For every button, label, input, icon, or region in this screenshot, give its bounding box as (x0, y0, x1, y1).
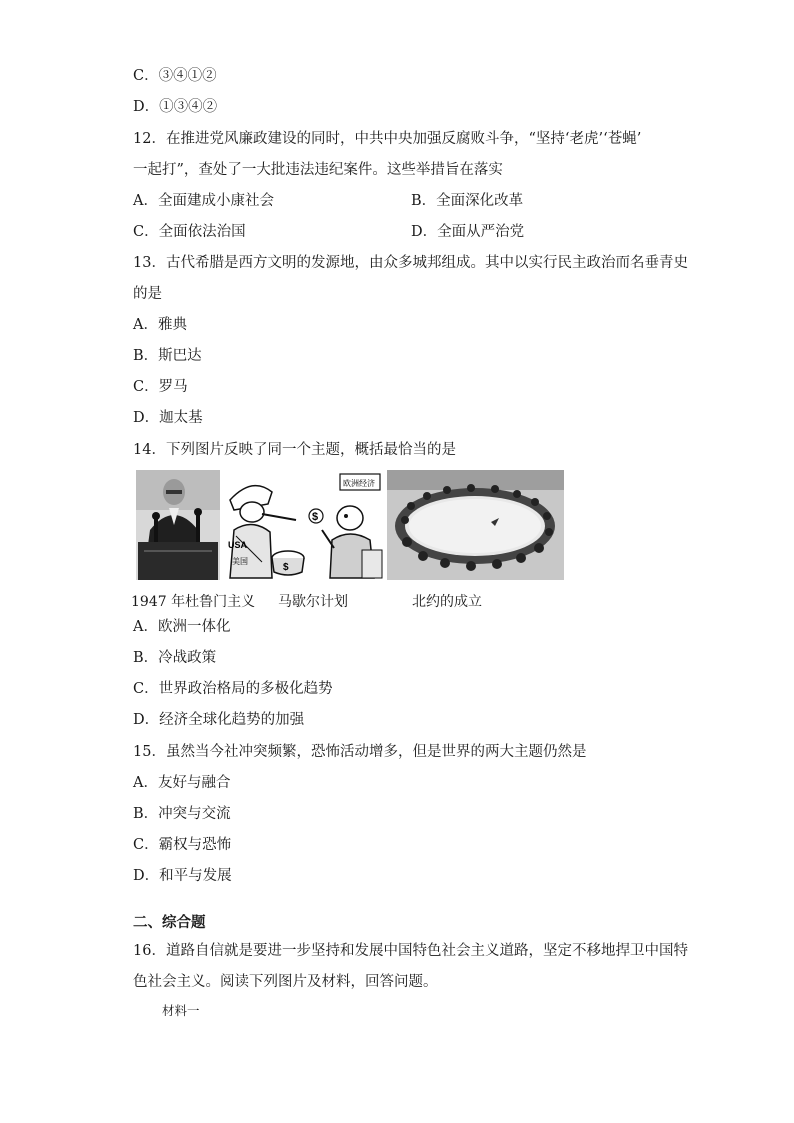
q13-option-b: B．斯巴达 (133, 348, 202, 364)
q13-option-a: A．雅典 (133, 317, 187, 333)
dollar-pot: $ (283, 562, 289, 573)
q16-stem-line1: 16．道路自信就是要进一步坚持和发展中国特色社会主义道路，坚定不移地捍卫中国特 (133, 943, 688, 959)
nato-roundtable-photo (387, 470, 564, 580)
caption-truman-doctrine: 1947 年杜鲁门主义 (131, 594, 256, 610)
q13-stem-line1: 13．古代希腊是西方文明的发源地，由众多城邦组成。其中以实行民主政治而名垂青史 (133, 255, 688, 271)
q12-option-d: D．全面从严治党 (411, 224, 525, 240)
q14-stem: 14．下列图片反映了同一个主题，概括最恰当的是 (133, 442, 456, 458)
q12-stem-line1: 12．在推进党风廉政建设的同时，中共中央加强反腐败斗争，“坚持‘老虎’‘苍蝇’ (133, 131, 642, 147)
usa-label: USA (228, 540, 248, 550)
q16-stem-line2: 色社会主义。阅读下列图片及材料，回答问题。 (133, 974, 438, 990)
q12-stem-line2: 一起打”，查处了一大批违法违纪案件。这些举措旨在落实 (133, 162, 503, 178)
q15-option-b: B．冲突与交流 (133, 806, 231, 822)
q15-option-a: A．友好与融合 (133, 775, 231, 791)
section-heading: 二、综合题 (133, 915, 206, 931)
q15-option-c: C．霸权与恐怖 (133, 837, 232, 853)
marshall-plan-cartoon (222, 470, 385, 580)
q14-option-a: A．欧洲一体化 (133, 619, 231, 635)
q12-option-c: C．全面依法治国 (133, 224, 246, 240)
q12-option-b: B．全面深化改革 (411, 193, 524, 209)
q13-option-d: D．迦太基 (133, 410, 203, 426)
q15-option-d: D．和平与发展 (133, 868, 232, 884)
q12-option-a: A．全面建成小康社会 (133, 193, 274, 209)
europe-economy-sign: 欧洲经济 (343, 479, 375, 488)
q13-option-c: C．罗马 (133, 379, 188, 395)
q15-stem: 15．虽然当今社冲突频繁，恐怖活动增多，但是世界的两大主题仍然是 (133, 744, 587, 760)
truman-photo (136, 470, 220, 580)
dollar-coin: $ (312, 511, 319, 523)
q11-option-d: D．①③④② (133, 99, 218, 115)
q14-option-b: B．冷战政策 (133, 650, 217, 666)
q14-option-d: D．经济全球化趋势的加强 (133, 712, 305, 728)
usa-cn-label: 美国 (232, 557, 248, 566)
q13-stem-line2: 的是 (133, 286, 162, 302)
caption-marshall-plan: 马歇尔计划 (278, 594, 348, 610)
q14-option-c: C．世界政治格局的多极化趋势 (133, 681, 333, 697)
material-one-label: 材料一 (162, 1003, 200, 1018)
q11-option-c: C．③④①② (133, 68, 217, 84)
caption-nato: 北约的成立 (412, 594, 482, 610)
